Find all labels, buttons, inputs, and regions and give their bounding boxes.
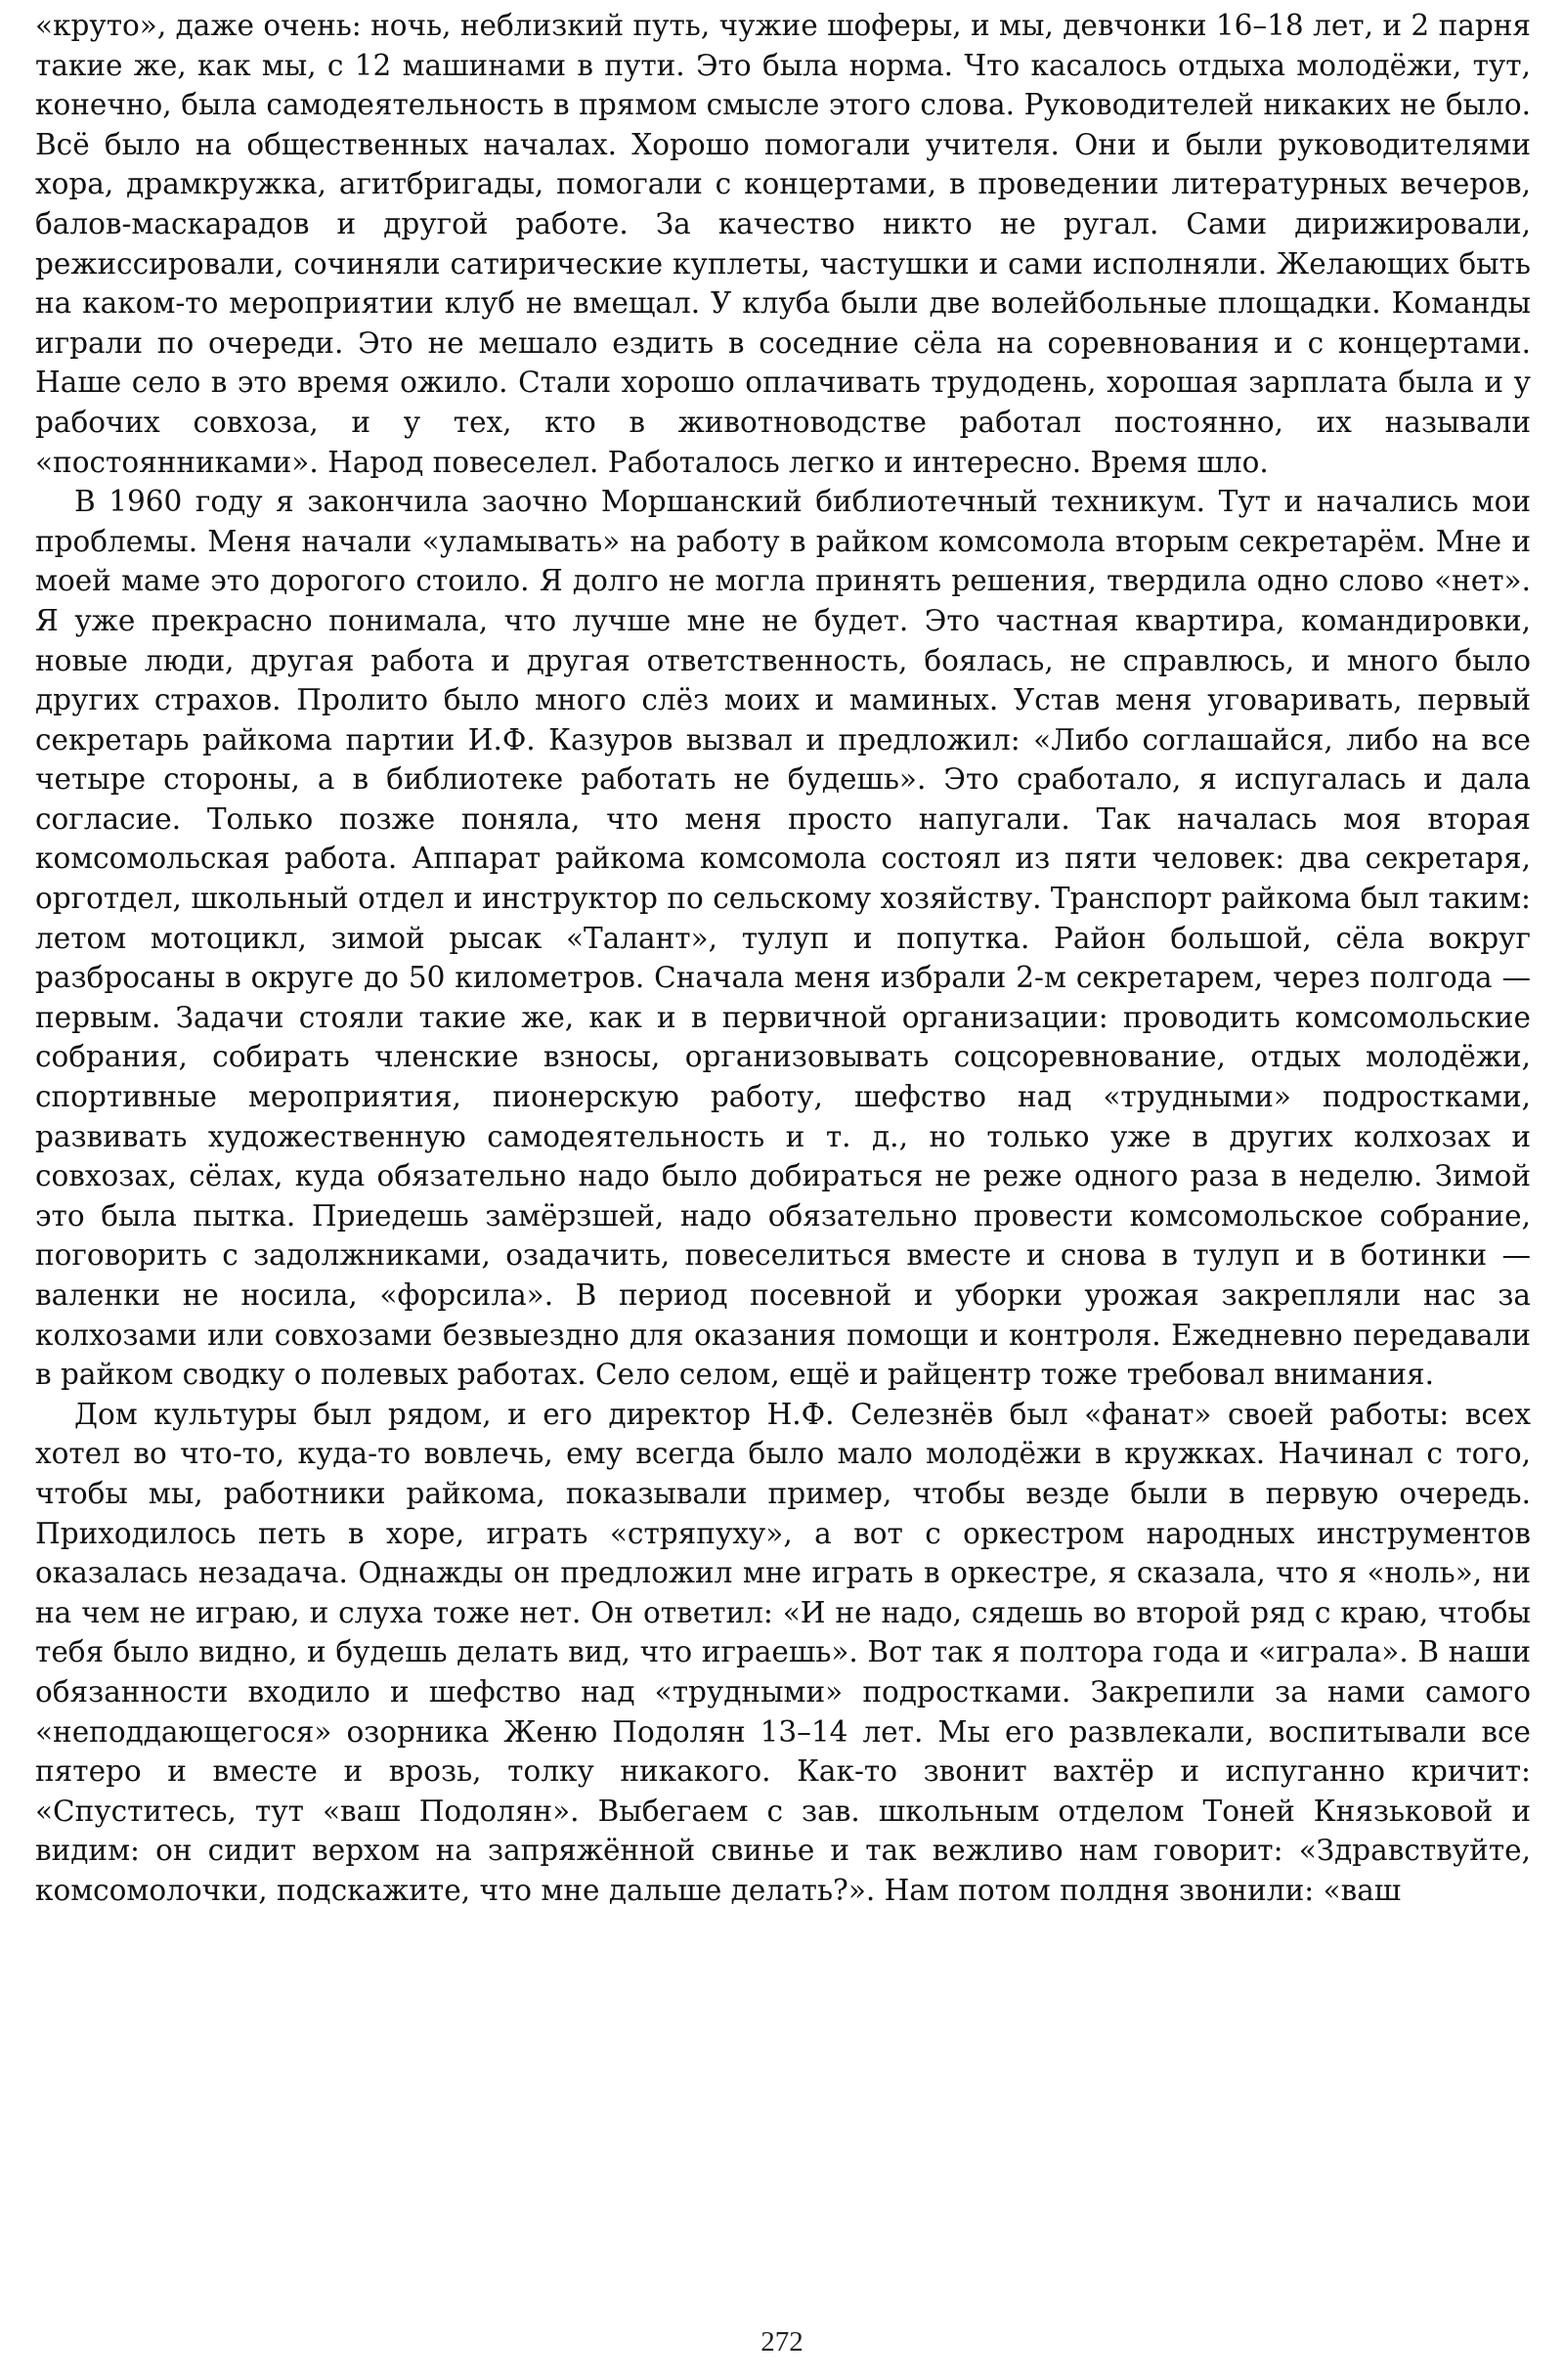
paragraph-house-of-culture: Дом культуры был рядом, и его директор Н.Ф. Селезнёв был «фанат» своей работы: всех хотел во что-то, куда-то вовлечь, ему всегда было мало молодёжи в кружках. Начинал с того, чтобы мы, работники райкома, показывали пример, чтобы везде были в первую очередь. Приходилось петь в хоре, играть «стряпуху», а вот с оркестром народных инструментов оказалась незадача. Однажды он предложил мне играть в оркестре, я сказала, что я «ноль», ни на чем не играю, и слуха тоже нет. Он ответил: «И не надо, сядешь во второй ряд с краю, чтобы тебя было видно, и будешь делать вид, что играешь». Вот так я полтора года и «играла». В наши обязанности входило и шефство над «трудными» подростками. Закрепили за нами самого «неподдающегося» озорника Женю Подолян 13–14 лет. Мы его развлекали, воспитывали все пятеро и вместе и врозь, толку никакого. Как-то звонит вахтёр и испуганно кричит: «Спуститесь, тут «ваш Подолян». Выбегаем с зав. школьным отделом Тоней Князьковой и видим: он сидит верхом на запряжённой свинье и так вежливо нам говорит: «Здравствуйте, комсомолочки, подскажите, что мне дальше делать?». Нам потом полдня звонили: «ваш <box>35 1397 1531 1907</box>
paragraph-technikum: В 1960 году я закончила заочно Моршанский библиотечный техникум. Тут и начались мои проблемы. Меня начали «уламывать» на работу в райком комсомола вторым секретарём. Мне и моей маме это дорогого стоило. Я долго не могла принять решения, твердила одно слово «нет». Я уже прекрасно понимала, что лучше мне не будет. Это частная квартира, командировки, новые люди, другая работа и другая ответственность, боялась, не справлюсь, и много было других страхов. Пролито было много слёз моих и маминых. Устав меня уговаривать, первый секретарь райкома партии И.Ф. Казуров вызвал и предложил: «Либо соглашайся, либо на все четыре стороны, а в библиотеке работать не будешь». Это сработало, я испугалась и дала согласие. Только позже поняла, что меня просто напугали. Так началась моя вторая комсомольская работа. Аппарат райкома комсомола состоял из пяти человек: два секретаря, орготдел, школьный отдел и инструктор по сельскому хозяйству. Транспорт райкома был таким: летом мотоцикл, зимой рысак «Талант», тулуп и попутка. Район большой, сёла вокруг разбросаны в округе до 50 километров. Сначала меня избрали 2-м секретарем, через полгода — первым. Задачи стояли такие же, как и в первичной организации: проводить комсомольские собрания, собирать членские взносы, организовывать соцсоревнование, отдых молодёжи, спортивные мероприятия, пионерскую работу, шефство над «трудными» подростками, развивать художественную самодеятельность и т. д., но только уже в других колхозах и совхозах, сёлах, куда обязательно надо было добираться не реже одного раза в неделю. Зимой это была пытка. Приедешь замёрзшей, надо обязательно провести комсомольское собрание, поговорить с задолжниками, озадачить, повеселиться вместе и снова в тулуп и в ботинки — валенки не носила, «форсила». В период посевной и уборки урожая закрепляли нас за колхозами или совхозами безвыездно для оказания помощи и контроля. Ежедневно передавали в райком сводку о полевых работах. Село селом, ещё и райцентр тоже требовал внимания. <box>35 485 1531 1392</box>
book-page <box>35 6 1531 2371</box>
page-number: 272 <box>760 2326 804 2358</box>
paragraph-continuation: «круто», даже очень: ночь, неблизкий путь, чужие шоферы, и мы, девчонки 16–18 лет, и 2 парня такие же, как мы, с 12 машинами в пути. Это была норма. Что касалось отдыха молодёжи, тут, конечно, была самодеятельность в прямом смысле этого слова. Руководителей никаких не было. Всё было на общественных началах. Хорошо помогали учителя. Они и были руководителями хора, драмкружка, агитбригады, помогали с концертами, в проведении литературных вечеров, балов-маскарадов и другой работе. За качество никто не ругал. Сами дирижировали, режиссировали, сочиняли сатирические куплеты, частушки и сами исполняли. Желающих быть на каком-то мероприятии клуб не вмещал. У клуба были две волейбольные площадки. Команды играли по очереди. Это не мешало ездить в соседние сёла на соревнования и с концертами. Наше село в это время ожило. Стали хорошо оплачивать трудодень, хорошая зарплата была и у рабочих совхоза, и у тех, кто в животноводстве работал постоянно, их называли «постоянниками». Народ повеселел. Работалось легко и интересно. Время шло. <box>35 9 1531 479</box>
body-text <box>35 6 1531 1911</box>
